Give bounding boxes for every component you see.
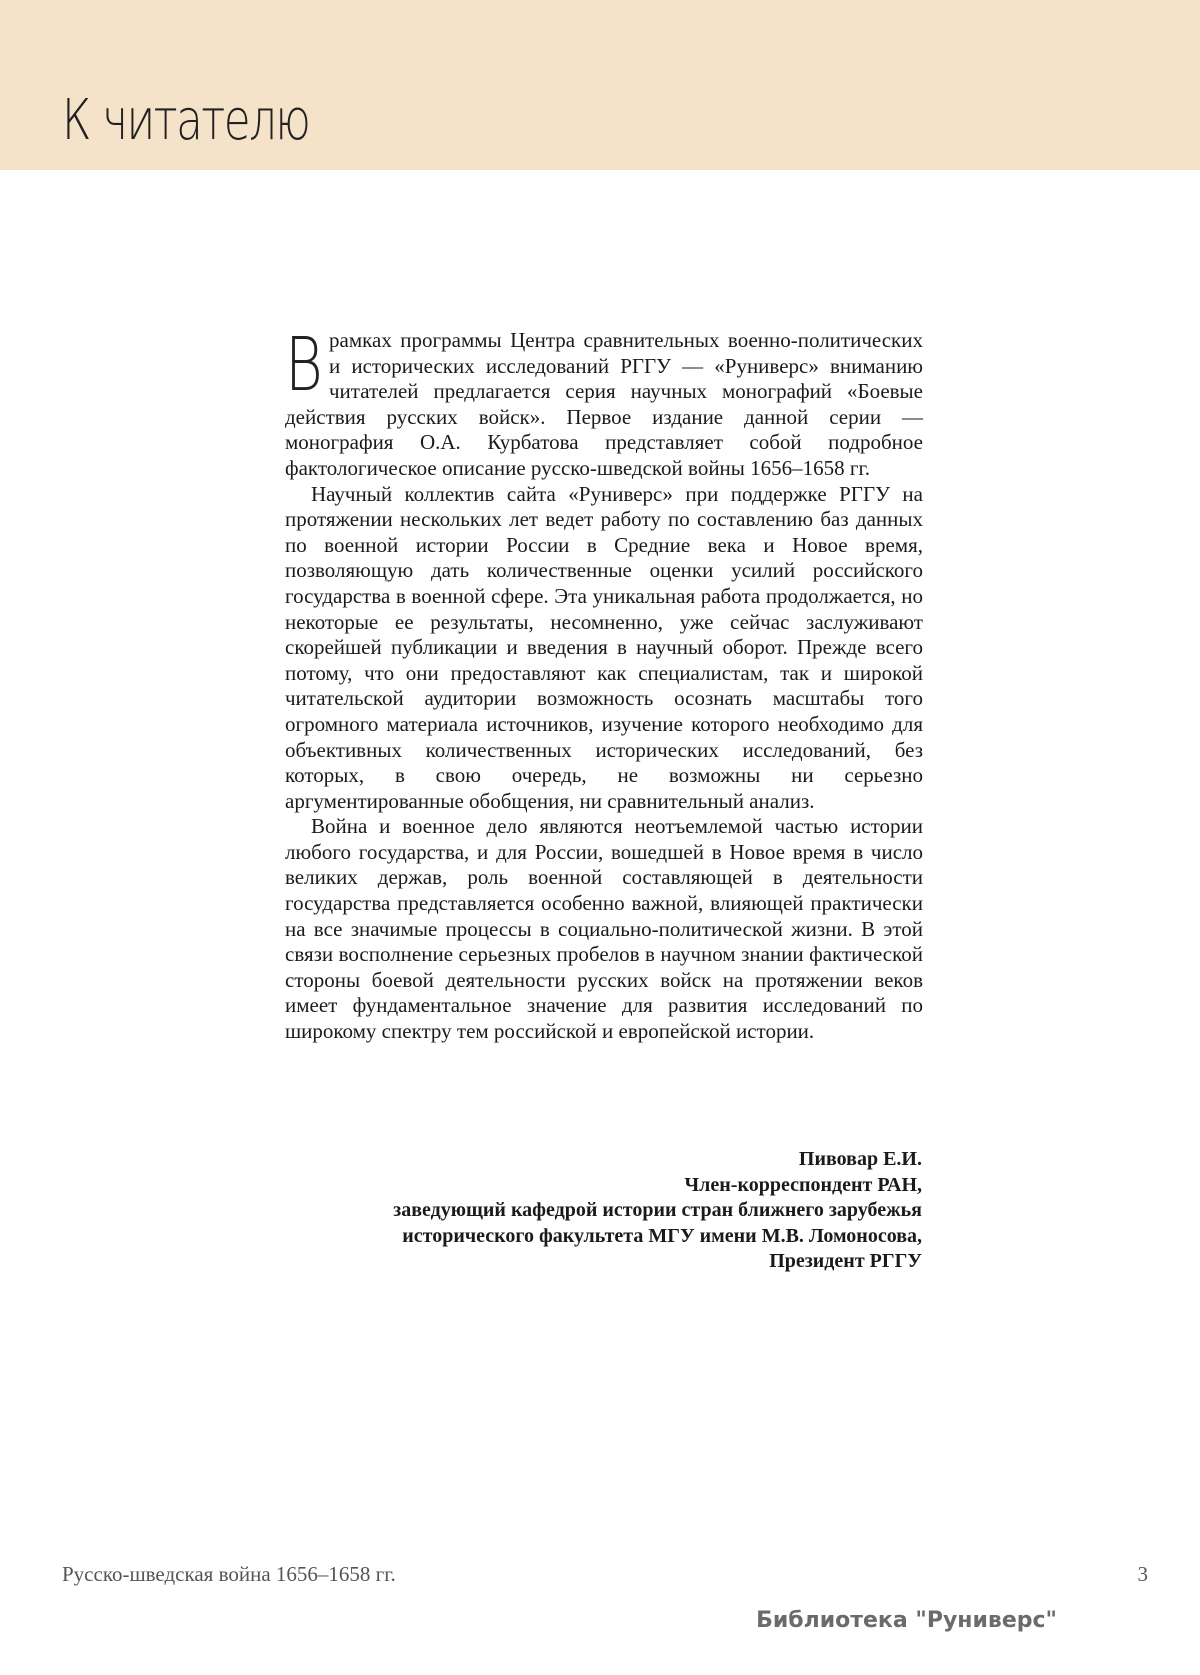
drop-cap: В xyxy=(285,322,323,408)
paragraph-1 xyxy=(285,322,923,482)
library-watermark: Библиотека "Руниверс" xyxy=(756,1608,1057,1633)
signature-block xyxy=(222,1147,922,1275)
page-title: К читателю xyxy=(62,88,310,153)
main-text xyxy=(285,322,923,1045)
signature-title-4: Президент РГГУ xyxy=(769,1250,922,1272)
paragraph-1-text: рамках программы Центра сравнительных военно-политических и исторических исследований РГГУ — «Руниверс» вниманию читателей предлагается серия научных монографий «Боевые действия русских войск». Первое издание данной серии — монография О.А. Курбатова представляет собой подробное фактологическое описание русско-шведской войны 1656–1658 гг. xyxy=(285,328,923,480)
paragraph-2: Научный коллектив сайта «Руниверс» при поддержке РГГУ на протяжении нескольких лет ведет работу по составлению баз данных по военной истории России в Средние века и Новое время, позволяющую дать количественные оценки усилий российского государства в военной сфере. Эта уникальная работа продолжается, но некоторые ее результаты, несомненно, уже сейчас заслуживают скорейшей публикации и введения в научный оборот. Прежде всего потому, что они предоставляют как специалистам, так и широкой читательской аудитории возможность осознать масштабы того огромного материала источников, изучение которого необходимо для объективных количественных исторических исследований, без которых, в свою очередь, не возможны ни серьезно аргументированные обобщения, ни сравнительный анализ. xyxy=(285,481,923,813)
signature-title-2: заведующий кафедрой истории стран ближнего зарубежья xyxy=(393,1199,922,1221)
paragraph-3: Война и военное дело являются неотъемлемой частью истории любого государства, и для России, вошедшей в Новое время в число великих держав, роль военной составляющей в деятельности государства представляется особенно важной, влияющей практически на все значимые процессы в социально-политической жизни. В этой связи восполнение серьезных пробелов в научном знании фактической стороны боевой деятельности русских войск на протяжении веков имеет фундаментальное значение для развития исследований по широкому спектру тем российской и европейской истории. xyxy=(285,814,923,1044)
signature-title-1: Член-корреспондент РАН, xyxy=(684,1173,922,1196)
page-number: 3 xyxy=(1137,1562,1148,1586)
signature-title-3: исторического факультета МГУ имени М.В. Ломоносова, xyxy=(402,1224,922,1247)
header-band xyxy=(0,0,1200,170)
signature-name: Пивовар Е.И. xyxy=(798,1148,922,1170)
footer-book-title: Русско-шведская война 1656–1658 гг. xyxy=(62,1562,396,1586)
